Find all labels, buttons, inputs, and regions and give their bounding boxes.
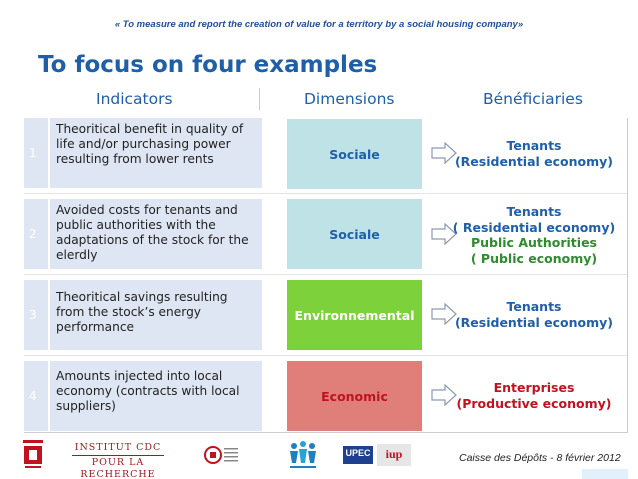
logo-text-line: INSTITUT CDC [74,442,162,453]
logo-text-line: POUR LA RECHERCHE [80,457,156,479]
dimension-box: Economic [287,361,422,431]
indicator-text: Avoided costs for tenants and public authorities with the adaptations of the stock for the elerdly [50,199,262,269]
institut-cdc-logo [66,442,170,479]
header-indicators: Indicators [96,90,173,108]
beneficiary-line: Tenants [506,204,562,219]
beneficiary-line: Tenants [506,138,562,153]
footer-divider [24,432,628,433]
row-number: 3 [24,280,48,350]
row-divider [24,193,628,194]
upec-iup-logo [343,443,413,467]
indicator-text: Theoritical benefit in quality of life and/or purchasing power resulting from lower rents [50,118,262,188]
beneficiary-line: Public Authorities [470,235,597,250]
beneficiary-line: Tenants [506,299,562,314]
row-divider [24,274,628,275]
caisse-depots-logo [23,440,43,470]
row-divider [24,355,628,356]
header-beneficiaries: Bénéficiaries [483,90,583,108]
footer-date: Caisse des Dépôts - 8 février 2012 [459,452,621,464]
beneficiaries-list [452,380,616,411]
slide-corner-bar [582,469,628,479]
right-border [627,118,628,432]
dimension-box: Sociale [287,119,422,189]
row-number: 2 [24,199,48,269]
upec-logo-text: UPEC [345,448,371,458]
beneficiary-line: (Residential economy) [454,153,614,169]
beneficiaries-list [452,138,616,169]
indicator-text: Theoritical savings resulting from the stock’s energy performance [50,280,262,350]
slide-title: To focus on four examples [38,52,378,78]
beneficiary-line: ( Public economy) [470,250,598,266]
delphis-logo [286,439,320,471]
indicator-text: Amounts injected into local economy (contracts with local suppliers) [50,361,262,431]
dimension-box: Sociale [287,199,422,269]
union-sociale-habitat-logo [204,440,240,470]
beneficiary-line: (Residential economy) [454,314,614,330]
beneficiaries-list [452,299,616,330]
dimension-box: Environnemental [287,280,422,350]
row-number: 1 [24,118,48,188]
row-number: 4 [24,361,48,431]
beneficiary-line: (Productive economy) [456,395,612,411]
presentation-subtitle: « To measure and report the creation of value for a territory by a social housing company» [114,19,524,30]
header-dimensions: Dimensions [304,90,395,108]
iup-logo-text: iup [385,447,403,461]
logo-rule [72,455,164,456]
header-divider [259,88,260,110]
beneficiary-line: Enterprises [493,380,575,395]
beneficiary-line: ( Residential economy) [452,219,616,235]
beneficiaries-list [452,204,616,266]
